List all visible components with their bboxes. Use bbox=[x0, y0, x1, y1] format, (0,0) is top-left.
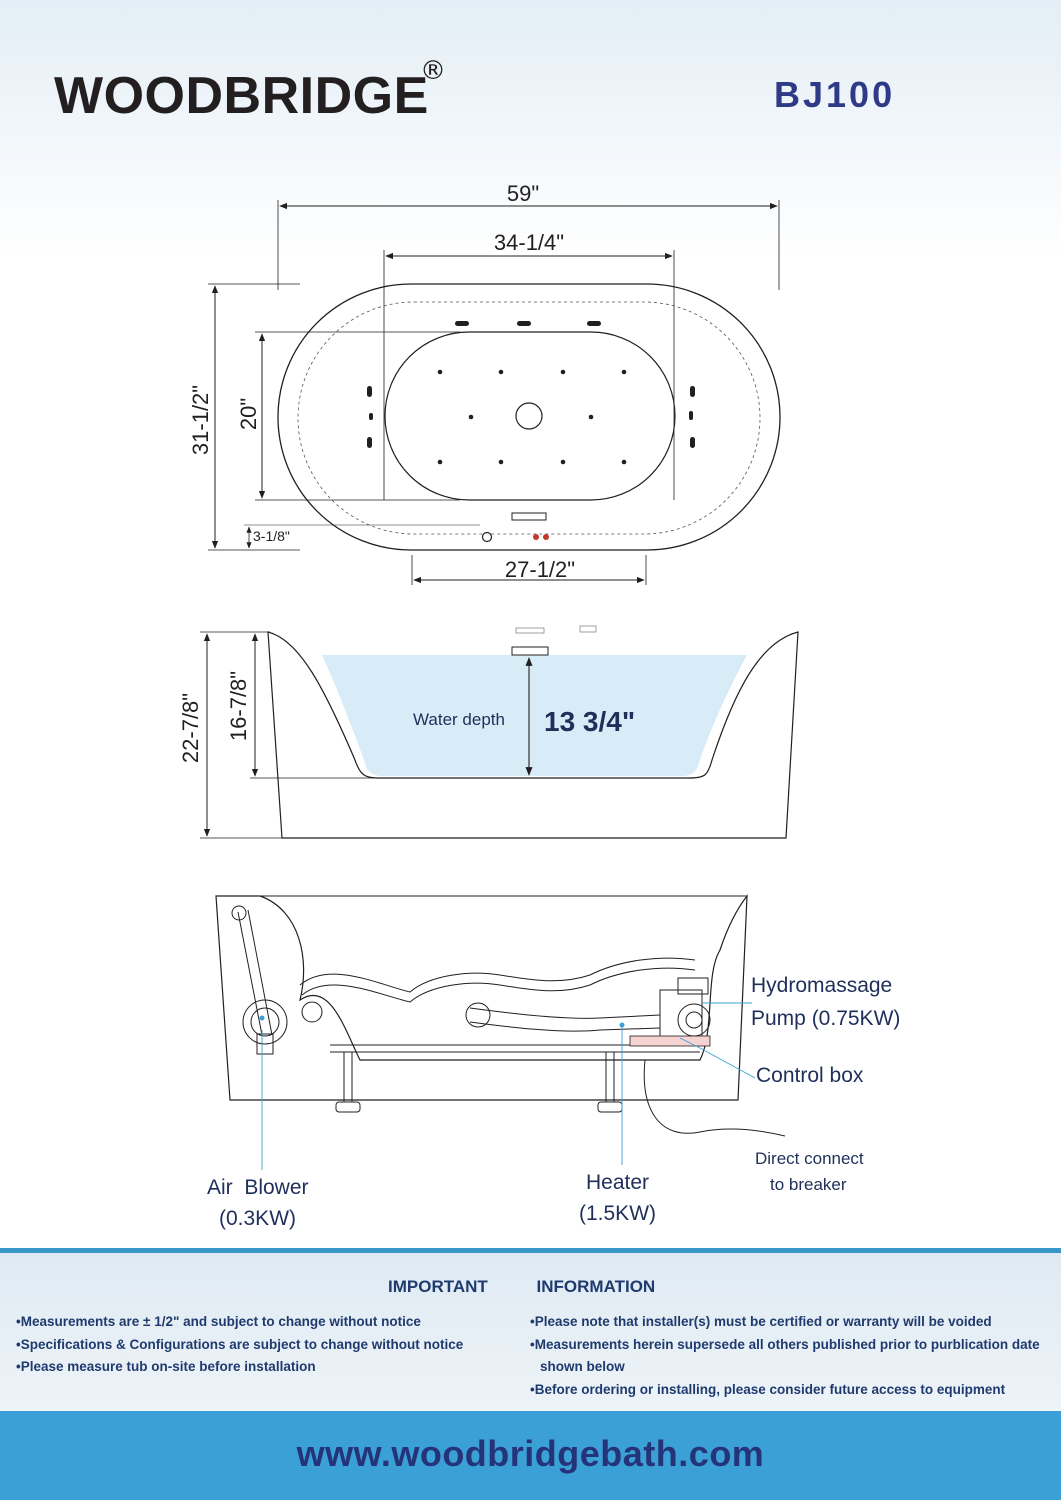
control-button-icon bbox=[543, 534, 549, 540]
note-item: • Please measure tub on-site before installation bbox=[16, 1356, 463, 1379]
heater-marker-icon bbox=[620, 1023, 625, 1028]
dim-inner-width: 20" bbox=[236, 397, 261, 431]
important-information-panel bbox=[0, 1248, 1061, 1416]
side-view bbox=[178, 626, 798, 838]
overflow-icon bbox=[512, 647, 548, 655]
footer-bar bbox=[0, 1411, 1061, 1500]
info-title-word1: IMPORTANT bbox=[388, 1277, 488, 1296]
blower-label-line2: (0.3KW) bbox=[219, 1207, 297, 1230]
note-item: • Measurements are ± 1/2" and subject to change without notice bbox=[16, 1311, 463, 1334]
note-item: • Specifications & Configurations are subject to change without notice bbox=[16, 1334, 463, 1357]
water-fill bbox=[322, 655, 747, 776]
heater-label-line1: Heater bbox=[586, 1171, 650, 1194]
dim-offset: 3-1/8" bbox=[253, 528, 290, 544]
control-box-label: Control box bbox=[756, 1064, 864, 1087]
breaker-label-line1: Direct connect bbox=[755, 1149, 864, 1168]
control-button-icon bbox=[533, 534, 539, 540]
note-item: • Measurements herein supersede all others published prior to purblication date shown below bbox=[530, 1334, 1060, 1379]
registered-mark: ® bbox=[420, 56, 446, 86]
brand-logo: WOODBRIDGE bbox=[54, 67, 429, 125]
component-view bbox=[207, 896, 900, 1230]
top-view bbox=[188, 181, 780, 585]
tub-cutaway-outline bbox=[216, 896, 747, 1100]
dim-overall-length: 59" bbox=[506, 181, 540, 206]
dim-inner-height: 16-7/8" bbox=[226, 670, 251, 742]
pump-label-line2: Pump (0.75KW) bbox=[751, 1007, 901, 1030]
water-depth-label: Water depth bbox=[413, 710, 505, 729]
pump-label-line1: Hydromassage bbox=[751, 974, 893, 997]
button-icon bbox=[483, 533, 492, 542]
blower-marker-icon bbox=[260, 1016, 265, 1021]
overflow-icon bbox=[512, 513, 546, 520]
website-url[interactable]: www.woodbridgebath.com bbox=[296, 1433, 765, 1474]
drain-icon bbox=[516, 403, 542, 429]
info-title bbox=[388, 1277, 655, 1297]
control-box-icon bbox=[630, 1036, 710, 1046]
note-item: • Please note that installer(s) must be certified or warranty will be voided bbox=[530, 1311, 1060, 1334]
info-title-word2: INFORMATION bbox=[536, 1277, 656, 1296]
left-notes bbox=[16, 1311, 463, 1379]
dim-overall-width: 31-1/2" bbox=[188, 384, 213, 456]
note-item: • Before ordering or installing, please consider future access to equipment bbox=[530, 1379, 1060, 1402]
dim-inner-length: 34-1/4" bbox=[493, 230, 565, 255]
right-notes bbox=[530, 1311, 1060, 1401]
heater-label-line2: (1.5KW) bbox=[579, 1202, 657, 1225]
blower-label-line1: Air Blower bbox=[207, 1176, 309, 1199]
breaker-label-line2: to breaker bbox=[770, 1175, 847, 1194]
dim-overall-height: 22-7/8" bbox=[178, 692, 203, 764]
faucet-icon bbox=[516, 628, 544, 633]
dim-control-span: 27-1/2" bbox=[504, 557, 576, 582]
water-depth-value: 13 3/4" bbox=[544, 706, 636, 737]
model-number: BJ100 bbox=[774, 74, 896, 115]
control-icon bbox=[580, 626, 596, 632]
